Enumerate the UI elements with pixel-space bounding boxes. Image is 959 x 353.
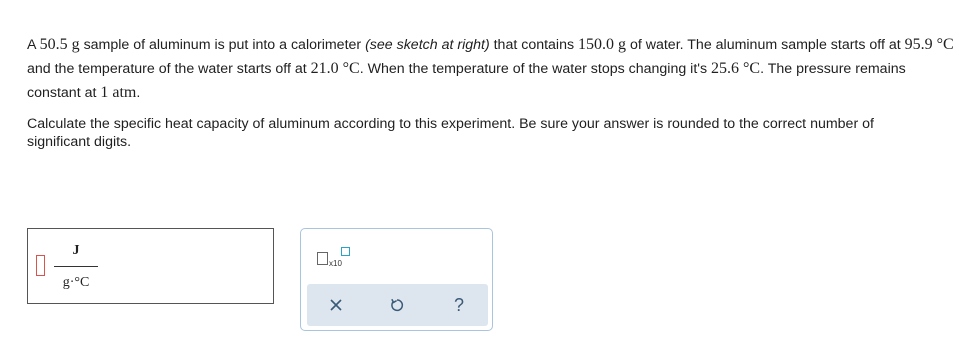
see-sketch-note: (see sketch at right) bbox=[365, 37, 490, 53]
scientific-notation-button[interactable] bbox=[317, 247, 357, 269]
unit-numerator: J bbox=[72, 243, 80, 258]
water-start-temp: 21.0 °C bbox=[310, 60, 360, 77]
pressure: 1 atm bbox=[100, 84, 137, 101]
undo-icon bbox=[389, 297, 405, 313]
math-toolbox bbox=[300, 228, 493, 331]
answer-area bbox=[27, 228, 274, 304]
answer-input[interactable] bbox=[36, 255, 45, 276]
close-icon bbox=[329, 298, 343, 312]
unit-fraction bbox=[54, 241, 98, 292]
help-button[interactable] bbox=[446, 292, 472, 318]
final-temp: 25.6 °C bbox=[711, 60, 761, 77]
x10-label: x10 bbox=[329, 259, 342, 268]
aluminum-mass: 50.5 g bbox=[39, 36, 80, 53]
problem-statement: A 50.5 g sample of aluminum is put into a calorimeter (see sketch at right) that contains 150.0 g of water. The aluminum sample starts off at 95.9 °C and the temperature of the water starts off at 21.0 °C. When the temperature of the water stops changing it's 25.6 °C. The pressure remains constant at 1 atm. bbox=[27, 36, 954, 101]
fraction-bar bbox=[54, 266, 98, 267]
action-toolbar bbox=[307, 284, 488, 326]
help-icon: ? bbox=[453, 294, 464, 315]
clear-button[interactable] bbox=[323, 292, 349, 318]
water-mass: 150.0 g bbox=[578, 36, 627, 53]
mantissa-box-icon bbox=[317, 252, 328, 265]
unit-denominator: g·°C bbox=[62, 275, 90, 290]
aluminum-start-temp: 95.9 °C bbox=[904, 36, 954, 53]
undo-button[interactable] bbox=[384, 292, 410, 318]
question-text: Calculate the specific heat capacity of aluminum according to this experiment. Be sure your answer is rounded to the correct number of significant digits. bbox=[27, 116, 874, 150]
exponent-box-icon bbox=[341, 247, 350, 256]
